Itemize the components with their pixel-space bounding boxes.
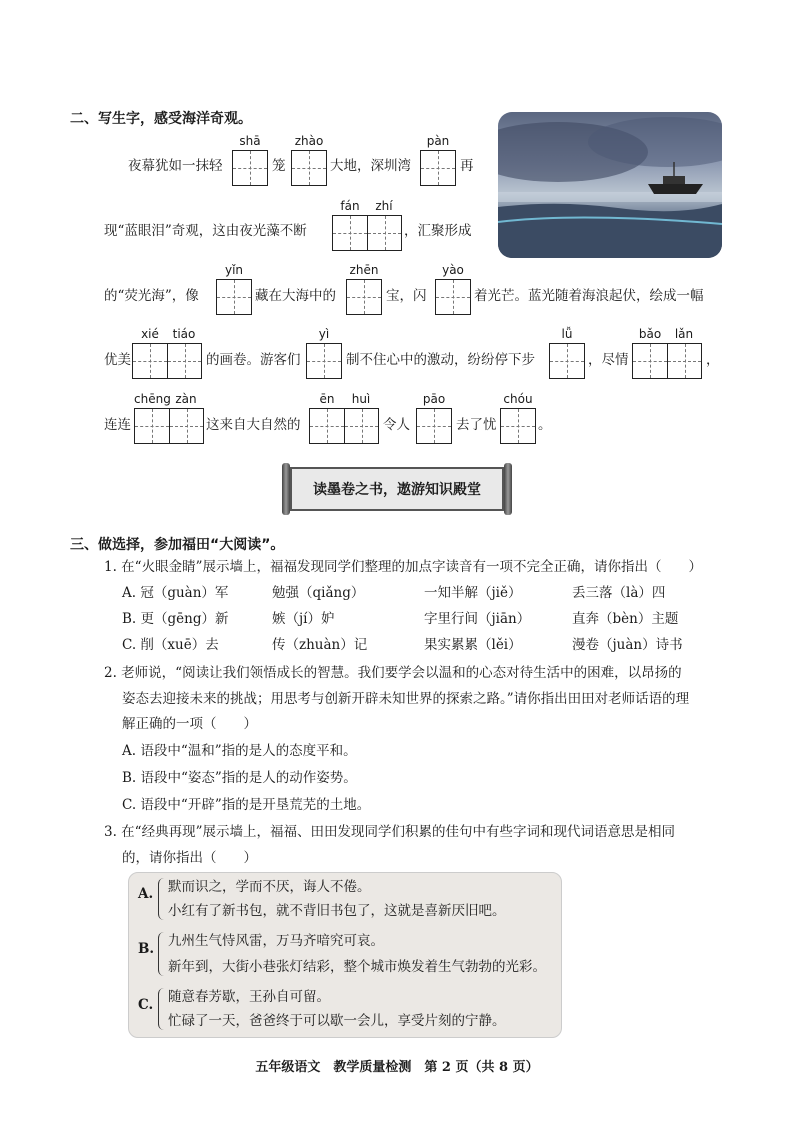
banner-left-roller [282,463,290,515]
q3-line2: 的，请你指出（ ） [122,850,257,866]
q3-line1: 3. 在“经典再现”展示墙上，福福、田田发现同学们积累的佳句中有些字词和现代词语意思是相同 [104,824,675,840]
q1-a2: 勉强（qiǎng） [272,585,365,601]
section-2-heading: 二、写生字，感受海洋奇观。 [70,111,252,127]
section-3-heading: 三、做选择，参加福田“大阅读”。 [70,537,285,553]
pinyin-bao: bǎo [638,327,662,341]
pinyin-hui: huì [351,392,371,406]
q1-b4: 直奔（bèn）主题 [572,611,679,627]
q2-line3: 解正确的一项（ ） [122,716,257,732]
q2-option-b[interactable]: B. 语段中“姿态”指的是人的动作姿势。 [122,770,357,786]
tianzige-lv[interactable] [549,343,585,379]
tianzige-pan[interactable] [420,150,456,186]
s2-line5-e: 。 [538,417,552,433]
pinyin-zhi: zhí [375,199,393,213]
q3-label-b[interactable]: B. [138,941,155,957]
pinyin-cheng: chēng [134,392,171,406]
s2-line3-d: 着光芒。蓝光随着海浪起伏，绘成一幅 [474,288,704,304]
q1-c1[interactable]: C. 削（xuē）去 [122,637,219,653]
s2-line5-c: 令人 [383,417,410,433]
page-footer: 五年级语文 教学质量检测 第 2 页（共 8 页） [255,1060,539,1075]
tianzige-xietiao[interactable] [132,343,202,379]
tianzige-pao[interactable] [416,408,452,444]
pinyin-yi: yì [318,327,330,341]
pinyin-zan: zàn [175,392,197,406]
tianzige-sha[interactable] [232,150,268,186]
q2-option-c[interactable]: C. 语段中“开辟”指的是开垦荒芜的土地。 [122,797,371,813]
q3-b-line1: 九州生气恃风雷，万马齐喑究可哀。 [168,933,384,949]
tianzige-baolan[interactable] [632,343,702,379]
s2-line3-c: 宝，闪 [386,288,427,304]
pinyin-pao: pāo [422,392,446,406]
q1-a4: 丢三落（là）四 [572,585,666,601]
q3-label-c[interactable]: C. [138,997,154,1013]
pinyin-lv: lǚ [561,327,573,341]
tianzige-yi[interactable] [306,343,342,379]
s2-line4-c: 制不住心中的激动，纷纷停下步 [346,352,535,368]
pinyin-zhen: zhēn [349,263,379,277]
pinyin-en: ēn [319,392,335,406]
tianzige-zhen[interactable] [346,279,382,315]
q1-stem: 1. 在“火眼金睛”展示墙上，福福发现同学们整理的加点字读音有一项不完全正确，请你指出（ ） [104,559,702,575]
pinyin-fan: fán [340,199,360,213]
s2-line1-b: 笼 [272,158,286,174]
q3-a-line1: 默而识之，学而不厌，诲人不倦。 [168,879,371,895]
s2-line4-d: ，尽情 [588,352,629,368]
q2-line2: 姿态去迎接未来的挑战；用思考与创新开辟未知世界的探索之路。”请你指出田田对老师话语的理 [122,691,690,707]
q3-brace-c [158,988,165,1030]
s2-line1-c: 大地，深圳湾 [330,158,411,174]
pinyin-tiao: tiáo [172,327,196,341]
s2-line4-a: 优美 [104,352,131,368]
s2-line4-b: 的画卷。游客们 [206,352,301,368]
pinyin-yin: yǐn [224,263,244,277]
tianzige-enhui[interactable] [309,408,379,444]
pinyin-yao: yào [442,263,464,277]
s2-line1-d: 再 [460,158,474,174]
pinyin-zhao: zhào [294,134,324,148]
s2-line2-b: ，汇聚形成 [404,223,472,239]
pinyin-lan: lǎn [674,327,694,341]
s2-line5-a: 连连 [104,417,131,433]
ocean-photo [498,112,722,258]
s2-line5-d: 去了忧 [456,417,497,433]
q1-b2: 嫉（jí）妒 [272,611,335,627]
tianzige-yao[interactable] [435,279,471,315]
tianzige-chou[interactable] [500,408,536,444]
pinyin-xie: xié [141,327,159,341]
q3-label-a[interactable]: A. [138,886,154,902]
q1-b3: 字里行间（jiān） [424,611,531,627]
q1-c3: 果实累累（lěi） [424,637,522,653]
s2-line3-b: 藏在大海中的 [255,288,336,304]
q3-brace-a [158,878,165,920]
q1-c4: 漫卷（juàn）诗书 [572,637,683,653]
pinyin-sha: shā [239,134,261,148]
tianzige-fanzhi[interactable] [332,215,402,251]
q1-a1[interactable]: A. 冠（guàn）军 [122,585,229,601]
q2-line1: 2. 老师说，“阅读让我们领悟成长的智慧。我们要学会以温和的心态对待生活中的困难，以昂扬的 [104,665,682,681]
section-banner [290,467,504,511]
q3-a-line2: 小红有了新书包，就不背旧书包了，这就是喜新厌旧吧。 [168,903,506,919]
banner-right-roller [504,463,512,515]
q1-c2: 传（zhuàn）记 [272,637,368,653]
q3-c-line2: 忙碌了一天，爸爸终于可以歇一会儿，享受片刻的宁静。 [168,1013,506,1029]
tianzige-zhao[interactable] [291,150,327,186]
q3-b-line2: 新年到，大街小巷张灯结彩，整个城市焕发着生气勃勃的光彩。 [168,959,546,975]
q1-a3: 一知半解（jiě） [424,585,522,601]
s2-line2-a: 现“蓝眼泪”奇观，这由夜光藻不断 [104,223,307,239]
banner-text: 读墨卷之书，遨游知识殿堂 [313,482,481,498]
q3-c-line1: 随意春芳歇，王孙自可留。 [168,989,330,1005]
s2-line4-e: ， [706,352,720,368]
pinyin-chou: chóu [503,392,533,406]
ocean-photo-image [498,112,722,258]
tianzige-chengzan[interactable] [134,408,204,444]
q1-b1[interactable]: B. 更（gēng）新 [122,611,229,627]
pinyin-pan: pàn [426,134,450,148]
q3-brace-b [158,932,165,976]
s2-line3-a: 的“荧光海”，像 [104,288,199,304]
q2-option-a[interactable]: A. 语段中“温和”指的是人的态度平和。 [122,743,357,759]
s2-line1-a: 夜幕犹如一抹轻 [128,158,223,174]
s2-line5-b: 这来自大自然的 [206,417,301,433]
tianzige-yin[interactable] [216,279,252,315]
